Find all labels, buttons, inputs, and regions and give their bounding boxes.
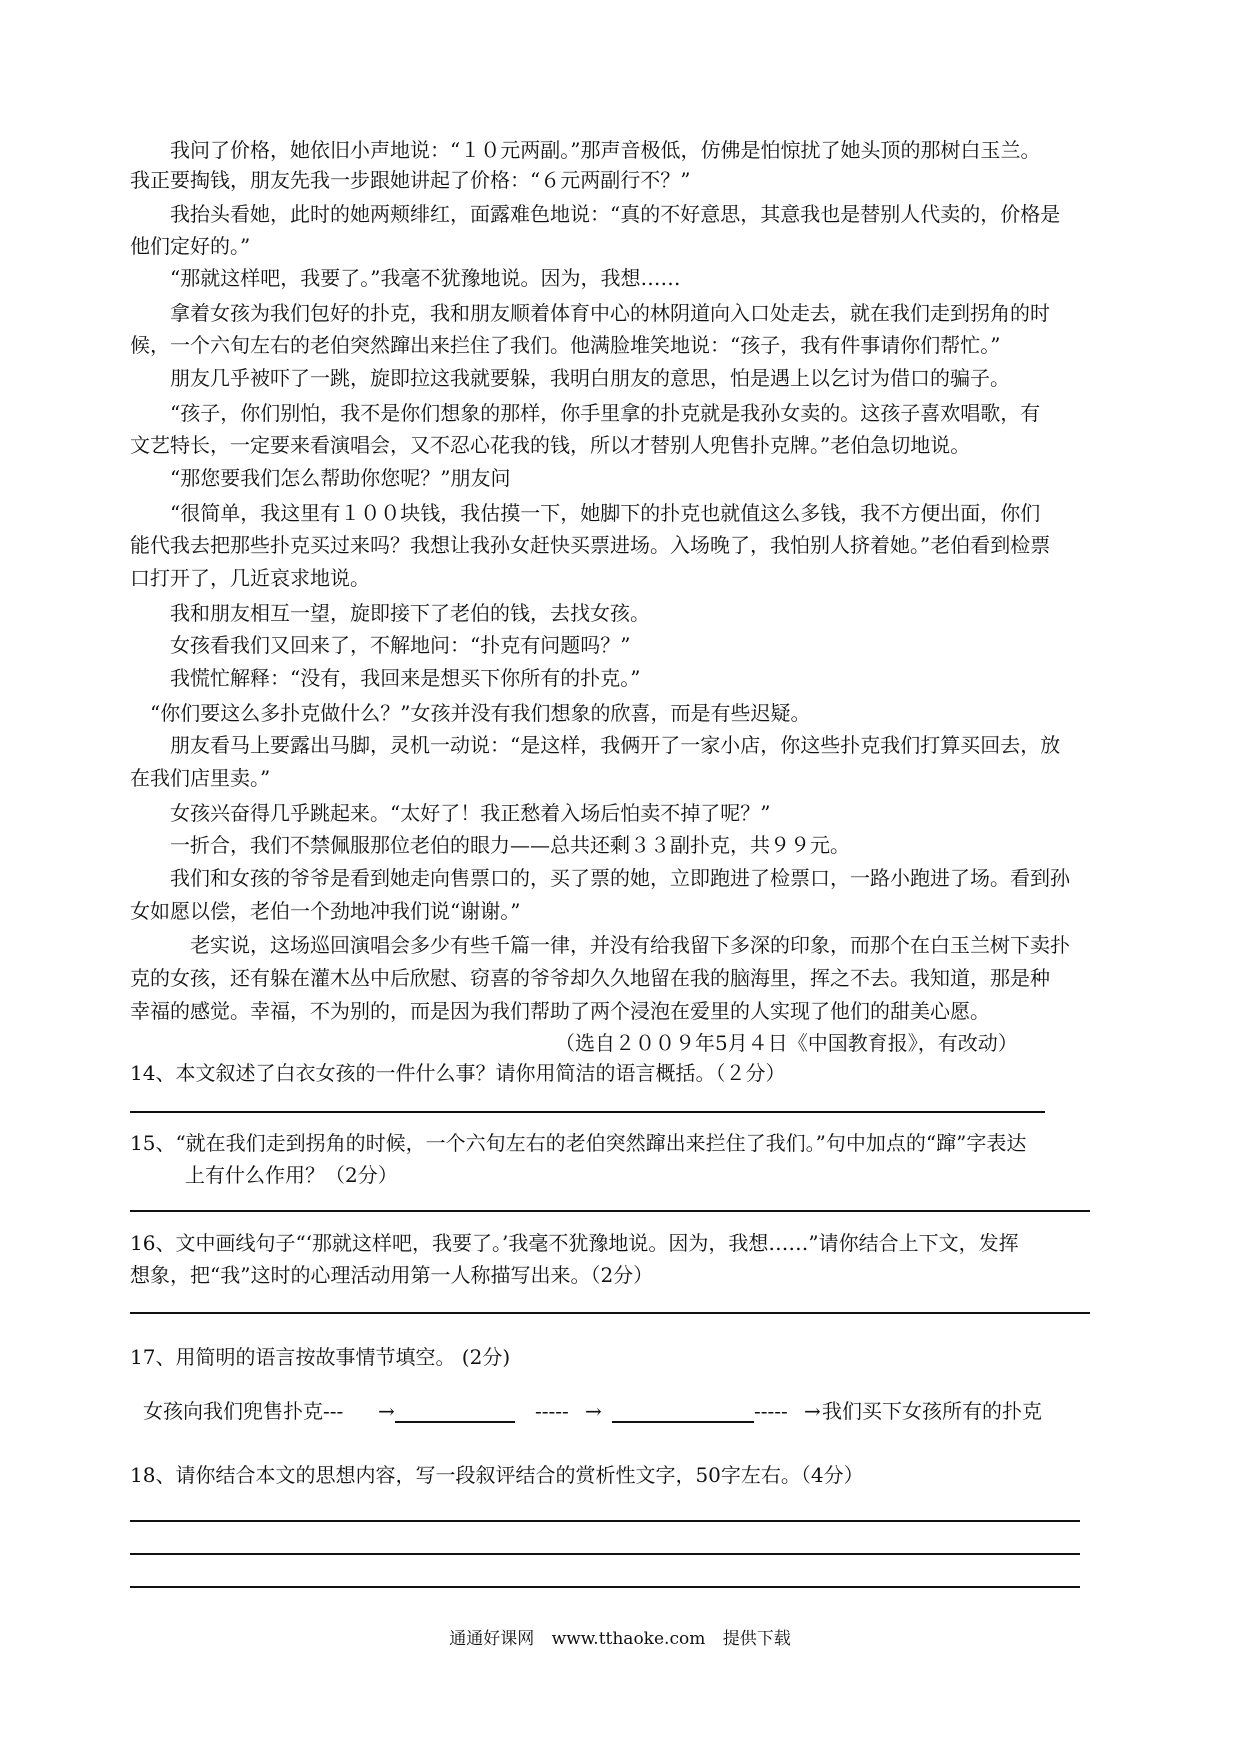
plot-dash-end: ----- — [754, 1399, 788, 1423]
passage-line: 我正要掏钱，朋友先我一步跟她讲起了价格：“６元两副行不？” — [130, 168, 691, 192]
footer-site-name: 通通好课网 — [449, 1629, 535, 1649]
question-16-line-1: 16、文中画线句子“‘那就这样吧，我要了。’我毫不犹豫地说。因为，我想……”请你结合上下文，发挥 — [130, 1231, 1019, 1255]
passage-line: 他们定好的。” — [130, 234, 251, 258]
passage-line: 女孩兴奋得几乎跳起来。“太好了！我正愁着入场后怕卖不掉了呢？” — [130, 801, 771, 825]
plot-step-start: 女孩向我们兜售扑克--- — [143, 1399, 344, 1423]
passage-line: 女孩看我们又回来了，不解地问：“扑克有问题吗？” — [130, 633, 631, 657]
source-citation: （选自２００９年5月４日《中国教育报》，有改动） — [555, 1031, 1018, 1055]
passage-line: “孩子，你们别怕，我不是你们想象的那样，你手里拿的扑克就是我孙女卖的。这孩子喜欢唱歌，有 — [130, 401, 1041, 425]
question-15-line-2: 上有什么作用？（2分） — [185, 1163, 398, 1187]
arrow-icon: → — [804, 1399, 821, 1423]
passage-line: 朋友几乎被吓了一跳，旋即拉这我就要躲，我明白朋友的意思，怕是遇上以乞讨为借口的骗子。 — [130, 366, 1010, 390]
passage-line: 候，一个六旬左右的老伯突然蹿出来拦住了我们。他满脸堆笑地说：“孩子，我有件事请你们帮忙。” — [130, 333, 1001, 357]
passage-line: 朋友看马上要露出马脚，灵机一动说：“是这样，我俩开了一家小店，你这些扑克我们打算买回去，放 — [130, 733, 1061, 757]
passage-line: 我问了价格，她依旧小声地说：“１０元两副。”那声音极低，仿佛是怕惊扰了她头顶的那树白玉兰。 — [130, 138, 1041, 162]
passage-line: 我和朋友相互一望，旋即接下了老伯的钱，去找女孩。 — [130, 601, 650, 625]
passage-line: 能代我去把那些扑克买过来吗？我想让我孙女赶快买票进场。入场晚了，我怕别人挤着她。”老伯看到检票 — [130, 533, 1051, 557]
question-15-line-1: 15、“就在我们走到拐角的时候，一个六旬左右的老伯突然蹿出来拦住了我们。”句中加点的“蹿”字表达 — [130, 1131, 1027, 1155]
answer-line-16[interactable] — [130, 1312, 1090, 1314]
passage-line: “那就这样吧，我要了。”我毫不犹豫地说。因为，我想…… — [130, 266, 681, 290]
page-footer — [0, 1627, 1240, 1651]
question-16-line-2: 想象，把“我”这时的心理活动用第一人称描写出来。（2分） — [130, 1263, 654, 1287]
answer-line-18[interactable] — [130, 1520, 1080, 1522]
plot-step-final: 我们买下女孩所有的扑克 — [822, 1399, 1042, 1423]
arrow-icon: → — [585, 1399, 602, 1423]
passage-line: 口打开了，几近哀求地说。 — [130, 566, 370, 590]
passage-line: 我抬头看她，此时的她两颊绯红，面露难色地说：“真的不好意思，其意我也是替别人代卖的，价格是 — [130, 202, 1061, 226]
passage-line: 在我们店里卖。” — [130, 766, 271, 790]
passage-line: “你们要这么多扑克做什么？”女孩并没有我们想象的欣喜，而是有些迟疑。 — [130, 701, 811, 725]
question-18: 18、请你结合本文的思想内容，写一段叙评结合的赏析性文字，50字左右。（4分） — [130, 1463, 864, 1487]
passage-line: 老实说，这场巡回演唱会多少有些千篇一律，并没有给我留下多深的印象，而那个在白玉兰树下卖扑 — [130, 933, 1070, 957]
passage-line: 一折合，我们不禁佩服那位老伯的眼力——总共还剩３３副扑克，共９９元。 — [130, 833, 850, 857]
passage-line: 幸福的感觉。幸福，不为别的，而是因为我们帮助了两个浸泡在爱里的人实现了他们的甜美心愿。 — [130, 999, 990, 1023]
plot-blank-1[interactable] — [395, 1421, 515, 1423]
footer-url[interactable]: www.tthaoke.com — [551, 1629, 706, 1649]
passage-line: 克的女孩，还有躲在灌木丛中后欣慰、窃喜的爷爷却久久地留在我的脑海里，挥之不去。我知道，那是种 — [130, 966, 1050, 990]
passage-line: 我们和女孩的爷爷是看到她走向售票口的，买了票的她，立即跑进了检票口，一路小跑进了场。看到孙 — [130, 866, 1070, 890]
question-14: 14、本文叙述了白衣女孩的一件什么事？请你用简洁的语言概括。（２分） — [130, 1061, 786, 1085]
plot-blank-2[interactable] — [612, 1421, 754, 1423]
passage-line: “那您要我们怎么帮助你您呢？”朋友问 — [130, 466, 511, 490]
answer-line-15[interactable] — [130, 1210, 1090, 1212]
passage-line: 文艺特长，一定要来看演唱会，又不忍心花我的钱，所以才替别人兜售扑克牌。”老伯急切地说。 — [130, 433, 971, 457]
answer-line-14[interactable] — [130, 1111, 1045, 1113]
arrow-icon: → — [378, 1399, 395, 1423]
footer-note: 提供下载 — [722, 1629, 791, 1649]
answer-line-18[interactable] — [130, 1553, 1080, 1555]
passage-line: 女如愿以偿，老伯一个劲地冲我们说“谢谢。” — [130, 899, 521, 923]
plot-dash-mid: ----- — [535, 1399, 569, 1423]
passage-line: “很简单，我这里有１００块钱，我估摸一下，她脚下的扑克也就值这么多钱，我不方便出面，你们 — [130, 501, 1041, 525]
passage-line: 拿着女孩为我们包好的扑克，我和朋友顺着体育中心的林阴道向入口处走去，就在我们走到拐角的时 — [130, 301, 1050, 325]
answer-line-18[interactable] — [130, 1586, 1080, 1588]
question-17: 17、用简明的语言按故事情节填空。 (2分) — [130, 1345, 511, 1369]
passage-line: 我慌忙解释：“没有，我回来是想买下你所有的扑克。” — [130, 666, 641, 690]
